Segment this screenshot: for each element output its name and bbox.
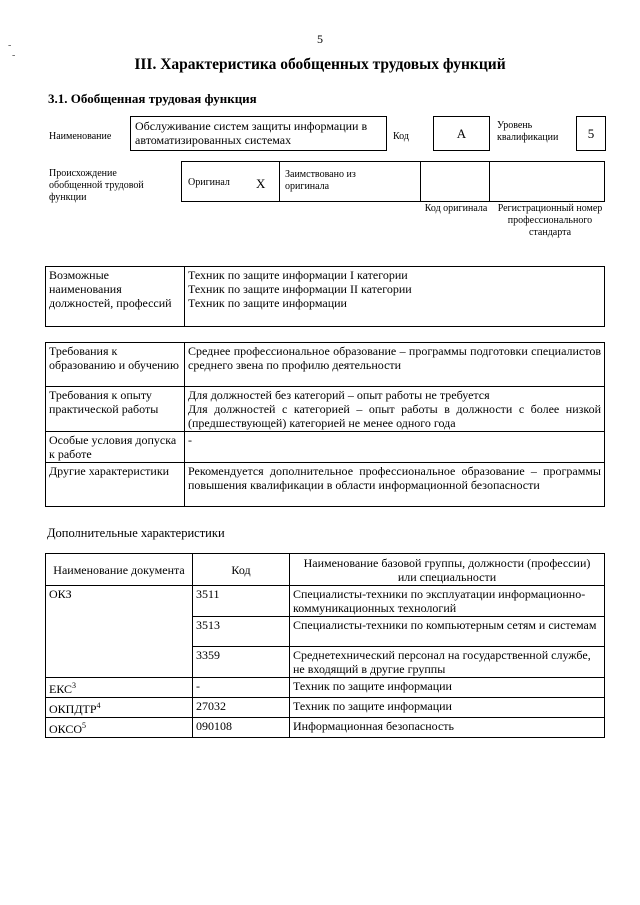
reg-number-caption: Регистрационный номер профессионального стандарта bbox=[497, 203, 603, 238]
header-group-name: Наименование базовой группы, должности (профессии) или специальности bbox=[290, 554, 605, 586]
doc-name: ОКСО$^5$ bbox=[46, 718, 193, 738]
divider bbox=[489, 162, 490, 201]
okz-code: 3513 bbox=[193, 617, 290, 647]
divider bbox=[420, 162, 421, 201]
requirements-table bbox=[45, 342, 605, 507]
position-item: Техник по защите информации bbox=[188, 296, 347, 310]
level-value: 5 bbox=[576, 116, 606, 151]
position-item: Техник по защите информации II категории bbox=[188, 282, 412, 296]
doc-group-name: Информационная безопасность bbox=[290, 718, 605, 738]
level-label: Уровень квалификации bbox=[497, 120, 559, 143]
subsection-title: 3.1. Обобщенная трудовая функция bbox=[48, 91, 257, 106]
position-item: Техник по защите информации I категории bbox=[188, 268, 408, 282]
doc-name: ЕКС$^3$ bbox=[46, 678, 193, 698]
footnote-ref: 4 bbox=[96, 701, 101, 710]
positions-values bbox=[185, 267, 605, 327]
footnote-ref: 5 bbox=[82, 721, 87, 730]
req-value: Рекомендуется дополнительное профессиональное образование – программы повышения квалификации в области информационной безопасности bbox=[185, 463, 605, 507]
footnote-ref: 3 bbox=[72, 681, 77, 690]
doc-group-name: Техник по защите информации bbox=[290, 698, 605, 718]
function-name-box bbox=[130, 116, 387, 151]
code-value: А bbox=[433, 116, 490, 151]
positions-label: Возможные наименования должностей, профессий bbox=[46, 267, 185, 327]
header-code: Код bbox=[193, 554, 290, 586]
additional-table bbox=[45, 553, 605, 738]
additional-title: Дополнительные характеристики bbox=[47, 526, 225, 540]
origin-box bbox=[181, 161, 605, 202]
borrowed-label: Заимствовано из оригинала bbox=[285, 169, 356, 192]
code-original-caption: Код оригинала bbox=[424, 203, 488, 214]
doc-name: ОКПДТР$^4$ bbox=[46, 698, 193, 718]
req-label: Требования к образованию и обучению bbox=[46, 343, 185, 387]
function-name-value: Обслуживание систем защиты информации в автоматизированных системах bbox=[135, 119, 368, 147]
divider bbox=[279, 162, 280, 201]
req-label: Особые условия допуска к работе bbox=[46, 432, 185, 463]
okz-name: Специалисты-техники по эксплуатации информационно-коммуникационных технологий bbox=[290, 586, 605, 617]
section-title: III. Характеристика обобщенных трудовых функций bbox=[134, 56, 506, 73]
okz-code: 3511 bbox=[193, 586, 290, 617]
page-number: 5 bbox=[317, 32, 323, 46]
doc-code: - bbox=[193, 678, 290, 698]
req-label: Другие характеристики bbox=[46, 463, 185, 507]
scan-mark: - bbox=[8, 40, 12, 51]
okz-doc: ОКЗ bbox=[46, 586, 193, 678]
origin-label: Происхождение обобщенной трудовой функции bbox=[49, 168, 144, 203]
req-value: Для должностей без категорий – опыт работы не требуется Для должностей с категорией – опыт работы в должности с более низкой (предшествующей) категорией не менее одного года bbox=[185, 387, 605, 432]
req-label: Требования к опыту практической работы bbox=[46, 387, 185, 432]
original-label: Оригинал bbox=[188, 177, 230, 188]
doc-group-name: Техник по защите информации bbox=[290, 678, 605, 698]
original-mark: X bbox=[256, 176, 266, 191]
name-label: Наименование bbox=[49, 131, 112, 142]
req-value: - bbox=[185, 432, 605, 463]
scan-mark: - bbox=[12, 50, 16, 61]
code-label: Код bbox=[393, 131, 409, 142]
positions-table bbox=[45, 266, 605, 327]
okz-code: 3359 bbox=[193, 647, 290, 678]
header-document: Наименование документа bbox=[46, 554, 193, 586]
okz-name: Специалисты-техники по компьютерным сетям и системам bbox=[290, 617, 605, 647]
req-value: Среднее профессиональное образование – программы подготовки специалистов среднего звена по профилю деятельности bbox=[185, 343, 605, 387]
okz-name: Среднетехнический персонал на государственной службе, не входящий в другие группы bbox=[290, 647, 605, 678]
doc-code: 27032 bbox=[193, 698, 290, 718]
doc-code: 090108 bbox=[193, 718, 290, 738]
